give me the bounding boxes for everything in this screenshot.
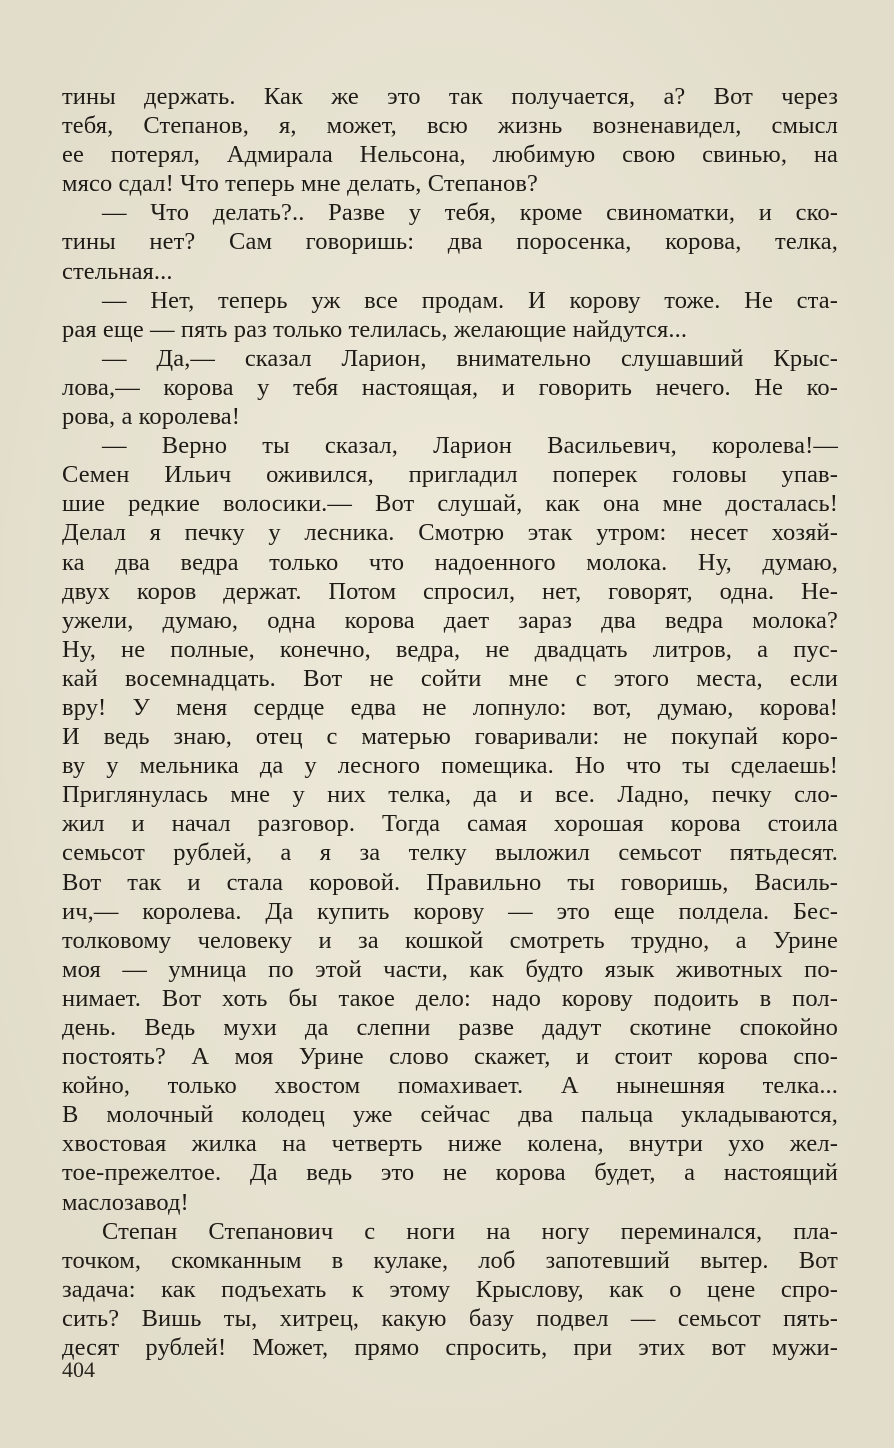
text-line: хвостовая жилка на четверть ниже колена, внутри ухо жел- (62, 1130, 838, 1158)
text-line: жил и начал разговор. Тогда самая хорошая корова стоила (62, 810, 838, 838)
text-line: ка два ведра только что надоенного молока. Ну, думаю, (62, 548, 838, 576)
body-text (62, 82, 838, 1362)
text-line: — Верно ты сказал, Ларион Васильевич, королева!— (102, 432, 838, 460)
text-line: ее потерял, Адмирала Нельсона, любимую свою свинью, на (62, 141, 838, 169)
text-line: сить? Вишь ты, хитрец, какую базу подвел — семьсот пять- (62, 1304, 838, 1332)
text-line: моя — умница по этой части, как будто язык животных по- (62, 955, 838, 983)
text-line: Приглянулась мне у них телка, да и все. Ладно, печку сло- (62, 781, 838, 809)
text-line: задача: как подъехать к этому Крыслову, как о цене спро- (62, 1275, 838, 1303)
text-line: толковому человеку и за кошкой смотреть трудно, а Урине (62, 926, 838, 954)
text-line: койно, только хвостом помахивает. А нынешняя телка... (62, 1072, 838, 1100)
text-line: точком, скомканным в кулаке, лоб запотевший вытер. Вот (62, 1246, 838, 1274)
text-line: вру! У меня сердце едва не лопнуло: вот, думаю, корова! (62, 693, 838, 721)
text-line: нимает. Вот хоть бы такое дело: надо корову подоить в пол- (62, 984, 838, 1012)
text-line: семьсот рублей, а я за телку выложил семьсот пятьдесят. (62, 839, 838, 867)
page-number: 404 (62, 1357, 95, 1382)
text-line: тое-прежелтое. Да ведь это не корова будет, а настоящий (62, 1159, 838, 1187)
text-line: — Да,— сказал Ларион, внимательно слушавший Крыс- (102, 344, 838, 372)
text-line: ич,— королева. Да купить корову — это еще полдела. Бес- (62, 897, 838, 925)
text-line: постоять? А моя Урине слово скажет, и стоит корова спо- (62, 1043, 838, 1071)
text-line: рая еще — пять раз только телилась, желающие найдутся... (62, 315, 688, 343)
text-line: В молочный колодец уже сейчас два пальца укладываются, (62, 1101, 838, 1129)
text-line: мясо сдал! Что теперь мне делать, Степанов? (62, 170, 538, 198)
text-line: Семен Ильич оживился, пригладил поперек головы упав- (62, 461, 838, 489)
text-line: маслозавод! (62, 1188, 189, 1216)
text-line: тины держать. Как же это так получается, а? Вот через (62, 83, 838, 110)
text-line: Степан Степанович с ноги на ногу переминался, пла- (102, 1217, 838, 1245)
text-line: стельная... (62, 257, 173, 285)
text-line: день. Ведь мухи да слепни разве дадут скотине спокойно (62, 1014, 838, 1041)
text-line: — Что делать?.. Разве у тебя, кроме свиноматки, и ско- (102, 199, 838, 227)
text-line: ву у мельника да у лесного помещика. Но что ты сделаешь! (62, 752, 838, 780)
text-line: двух коров держат. Потом спросил, нет, говорят, одна. Не- (62, 577, 838, 605)
text-line: шие редкие волосики.— Вот слушай, как она мне досталась! (62, 490, 838, 518)
text-line: ужели, думаю, одна корова дает зараз два ведра молока? (62, 606, 838, 634)
text-line: Вот так и стала коровой. Правильно ты говоришь, Василь- (62, 868, 838, 896)
text-line: — Нет, теперь уж все продам. И корову тоже. Не ста- (102, 286, 838, 314)
text-line: кай восемнадцать. Вот не сойти мне с этого места, если (62, 664, 838, 692)
text-line: рова, а королева! (62, 403, 241, 431)
text-line: тебя, Степанов, я, может, всю жизнь возненавидел, смысл (62, 112, 838, 140)
text-line: Делал я печку у лесника. Смотрю этак утром: несет хозяй- (62, 519, 838, 547)
text-line: И ведь знаю, отец с матерью говаривали: не покупай коро- (62, 723, 838, 751)
text-line: десят рублей! Может, прямо спросить, при этих вот мужи- (62, 1334, 838, 1362)
text-line: тины нет? Сам говоришь: два поросенка, корова, телка, (62, 228, 838, 256)
text-line: Ну, не полные, конечно, ведра, не двадцать литров, а пус- (62, 635, 838, 663)
text-line: лова,— корова у тебя настоящая, и говорить нечего. Не ко- (62, 373, 838, 401)
